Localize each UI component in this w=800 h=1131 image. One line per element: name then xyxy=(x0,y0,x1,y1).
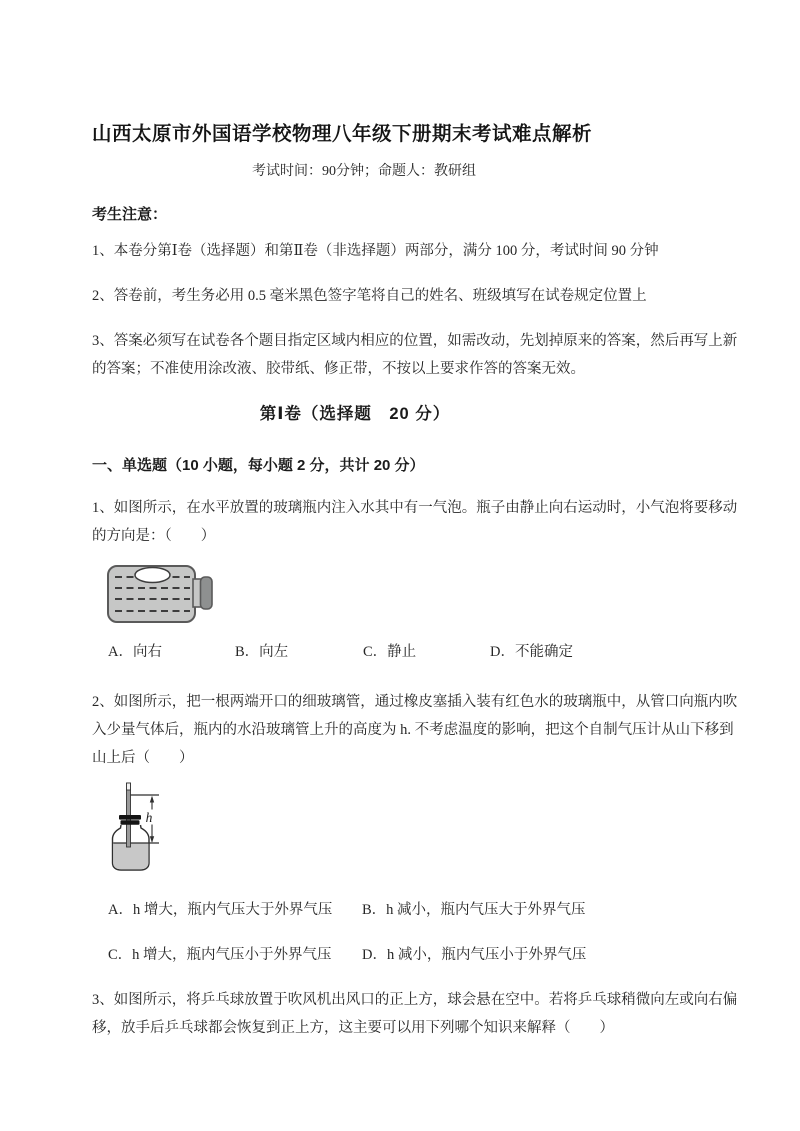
option-c: C．静止 xyxy=(363,644,417,660)
height-label: h xyxy=(145,810,153,825)
text-line: 山上后（ ） xyxy=(92,750,194,766)
bottle-with-bubble-figure xyxy=(105,564,215,626)
option-b: B．h 减小，瓶内气压大于外界气压 xyxy=(362,902,586,918)
bottle-cap xyxy=(201,577,213,609)
text-line: 的答案；不准使用涂改液、胶带纸、修正带，不按以上要求作答的答案无效。 xyxy=(92,361,585,377)
page-title: 山西太原市外国语学校物理八年级下册期末考试难点解析 xyxy=(91,123,592,145)
option-d: D．h 减小，瓶内气压小于外界气压 xyxy=(362,947,587,963)
option-d: D．不能确定 xyxy=(490,644,573,660)
question-1-text xyxy=(92,494,737,550)
question-2-text xyxy=(92,688,737,772)
air-bubble xyxy=(135,568,170,583)
text-line: 移，放手后乒乓球都会恢复到正上方，这主要可以用下列哪个知识来解释（ ） xyxy=(92,1020,614,1036)
option-b: B．向左 xyxy=(235,644,289,660)
text-line: 的方向是：（ ） xyxy=(92,528,216,544)
text-line: 1、如图所示，在水平放置的玻璃瓶内注入水其中有一气泡。瓶子由静止向右运动时，小气泡将要移动 xyxy=(92,500,738,516)
text-line: 1、本卷分第Ⅰ卷（选择题）和第Ⅱ卷（非选择题）两部分，满分 100 分，考试时间 90 分钟 xyxy=(92,243,659,259)
text-line: 3、如图所示，将乒乓球放置于吹风机出风口的正上方，球会悬在空中。若将乒乓球稍微向左或向右偏 xyxy=(92,992,738,1008)
q2-options-row-2 xyxy=(0,941,800,969)
exam-meta: 考试时间：90分钟；命题人：教研组 xyxy=(252,164,476,179)
notice-item-1 xyxy=(92,237,659,265)
notice-item-2 xyxy=(92,282,647,310)
text-line: 2、答卷前，考生务必用 0.5 毫米黑色签字笔将自己的姓名、班级填写在试卷规定位置上 xyxy=(92,288,647,304)
q2-options-row-1 xyxy=(0,896,800,924)
text-line: 3、答案必须写在试卷各个题目指定区域内相应的位置，如需改动，先划掉原来的答案，然后再写上新 xyxy=(92,333,738,349)
notice-heading: 考生注意： xyxy=(92,206,168,223)
tube-opening xyxy=(127,783,131,790)
notice-item-3 xyxy=(92,327,737,383)
option-c: C．h 增大，瓶内气压小于外界气压 xyxy=(108,947,332,963)
question-3-text xyxy=(92,986,737,1042)
q1-options-row xyxy=(0,638,800,666)
title-row xyxy=(0,119,684,149)
subsection-title: 一、单选题（10 小题，每小题 2 分，共计 20 分） xyxy=(92,457,425,474)
text-line: 入少量气体后，瓶内的水沿玻璃管上升的高度为 h. 不考虑温度的影响，把这个自制气压计从山下移到 xyxy=(92,722,734,738)
section-title: 第Ⅰ卷（选择题 20 分） xyxy=(259,405,451,423)
text-line: 2、如图所示，把一根两端开口的细玻璃管，通过橡皮塞插入装有红色水的玻璃瓶中，从管口向瓶内吹 xyxy=(92,694,738,710)
option-a: A．向右 xyxy=(108,644,162,660)
option-a: A．h 增大，瓶内气压大于外界气压 xyxy=(108,902,333,918)
barometer-figure xyxy=(95,777,165,873)
section-title-row xyxy=(0,400,710,428)
subtitle-row xyxy=(0,160,728,184)
